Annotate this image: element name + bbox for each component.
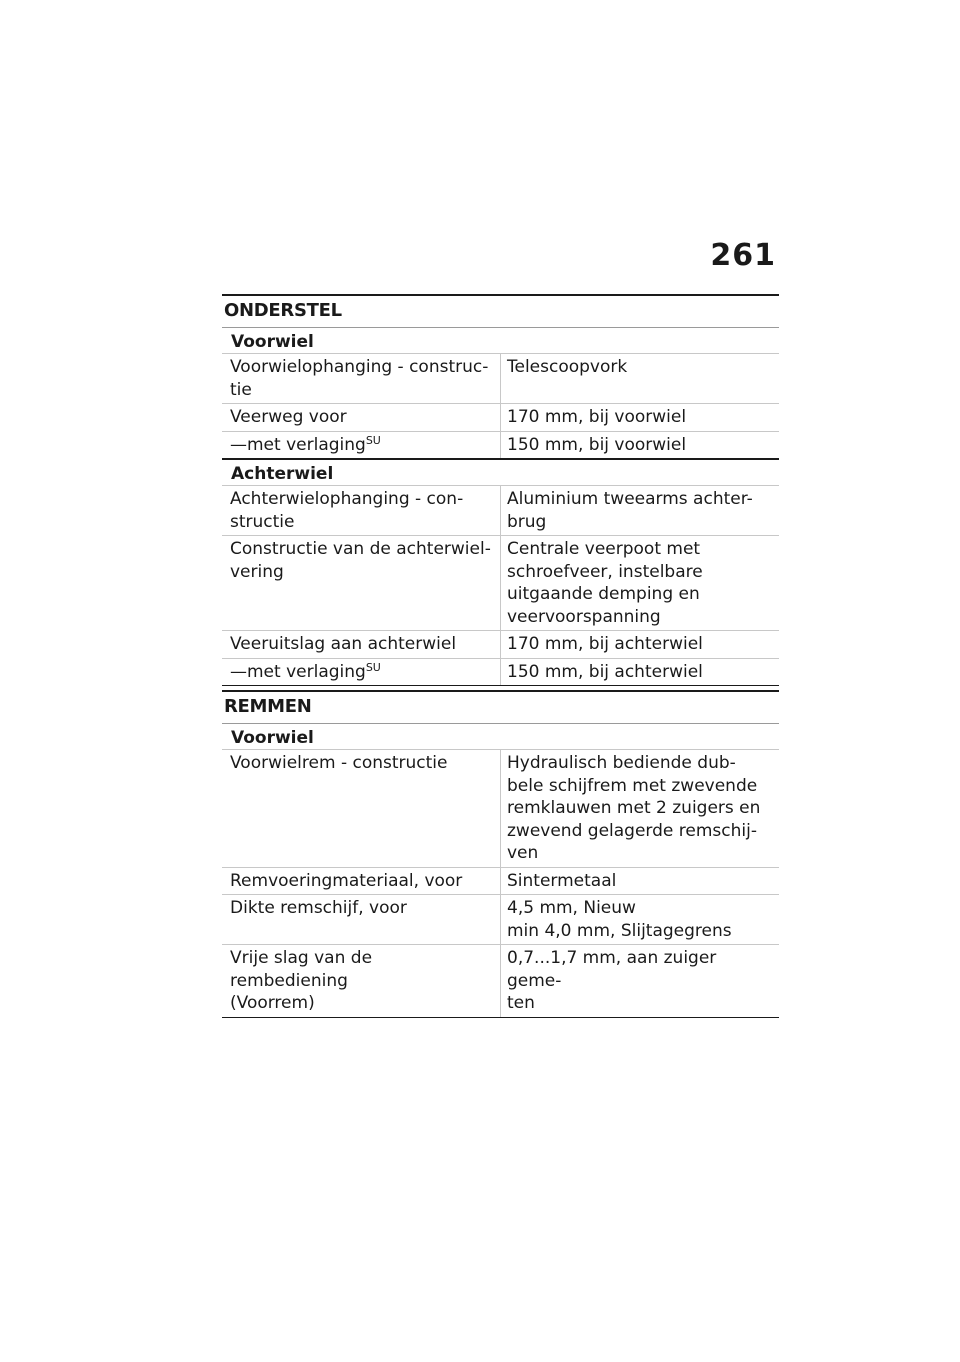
table-row [222, 895, 779, 945]
spec-value [501, 354, 780, 404]
label-line: —met verlaging$^{SU}$ [230, 433, 381, 455]
label-line: Voorwielrem - constructie [230, 753, 448, 773]
label-line: Vrije slag van de rembediening [230, 948, 373, 991]
spec-value [501, 750, 780, 868]
section-onderstel [222, 294, 779, 686]
value-line: schroefveer, instelbare [507, 561, 703, 582]
value-line: uitgaande demping en [507, 584, 700, 604]
label-line: Constructie van de achterwiel- [230, 539, 491, 559]
value-line: remklauwen met 2 zuigers en [507, 798, 761, 818]
label-line: tie [230, 379, 252, 400]
spec-table [222, 749, 779, 1018]
table-row [222, 750, 779, 868]
table-row [222, 631, 779, 659]
group-title: Voorwiel [222, 327, 779, 353]
table-row [222, 658, 779, 686]
table-row [222, 945, 779, 1018]
label-line: structie [230, 511, 295, 532]
value-line: 170 mm, bij voorwiel [507, 407, 687, 427]
value-line: Aluminium tweearms achter- [507, 489, 753, 509]
value-line: bele schijfrem met zwevende [507, 775, 758, 796]
section-remmen [222, 690, 779, 1018]
spec-label [222, 486, 501, 536]
spec-label [222, 354, 501, 404]
value-line: min 4,0 mm, Slijtagegrens [507, 920, 732, 941]
value-line: zwevend gelagerde remschij- [507, 820, 757, 841]
value-line: 170 mm, bij achterwiel [507, 634, 703, 654]
spec-label [222, 867, 501, 895]
spec-value [501, 404, 780, 432]
spec-value [501, 945, 780, 1018]
value-line: 150 mm, bij achterwiel [507, 661, 703, 682]
spec-table [222, 353, 779, 459]
table-row [222, 536, 779, 631]
spec-label [222, 631, 501, 659]
spec-label [222, 658, 501, 686]
value-line: ven [507, 843, 539, 863]
spec-label [222, 431, 501, 459]
section-title: REMMEN [222, 690, 779, 723]
value-line: Sintermetaal [507, 870, 617, 891]
section-title: ONDERSTEL [222, 294, 779, 327]
spec-value [501, 895, 780, 945]
value-line: Hydraulisch bediende dub- [507, 753, 736, 773]
table-row [222, 431, 779, 459]
label-line: Veerweg voor [230, 407, 347, 427]
table-row [222, 486, 779, 536]
label-line: Achterwielophanging - con- [230, 489, 464, 509]
spec-value [501, 536, 780, 631]
value-line: 0,7...1,7 mm, aan zuiger geme- [507, 948, 717, 991]
value-line: Centrale veerpoot met [507, 539, 701, 559]
group-title: Achterwiel [222, 459, 779, 485]
table-row [222, 867, 779, 895]
footnote-marker: SU [365, 433, 381, 447]
spec-value [501, 631, 780, 659]
value-line: ten [507, 993, 535, 1013]
footnote-marker: SU [365, 660, 381, 674]
label-line: Voorwielophanging - construc- [230, 357, 489, 377]
spec-label [222, 536, 501, 631]
spec-label [222, 895, 501, 945]
label-line: Veeruitslag aan achterwiel [230, 634, 457, 654]
table-row [222, 404, 779, 432]
label-line: (Voorrem) [230, 993, 315, 1013]
spec-value [501, 486, 780, 536]
spec-value [501, 867, 780, 895]
value-line: veervoorspanning [507, 606, 661, 627]
label-line: Remvoeringmateriaal, voor [230, 870, 463, 891]
value-line: 150 mm, bij voorwiel [507, 434, 687, 455]
value-line: brug [507, 511, 547, 532]
spec-label [222, 750, 501, 868]
table-row [222, 354, 779, 404]
spec-label [222, 945, 501, 1018]
spec-value [501, 658, 780, 686]
label-line: vering [230, 561, 284, 582]
label-line: Dikte remschijf, voor [230, 898, 407, 918]
group-title: Voorwiel [222, 723, 779, 749]
label-line: —met verlaging$^{SU}$ [230, 660, 381, 682]
value-line: Telescoopvork [507, 357, 628, 377]
value-line: 4,5 mm, Nieuw [507, 898, 636, 918]
spec-table [222, 485, 779, 686]
page-number: 261 [710, 238, 776, 273]
spec-label [222, 404, 501, 432]
spec-value [501, 431, 780, 459]
